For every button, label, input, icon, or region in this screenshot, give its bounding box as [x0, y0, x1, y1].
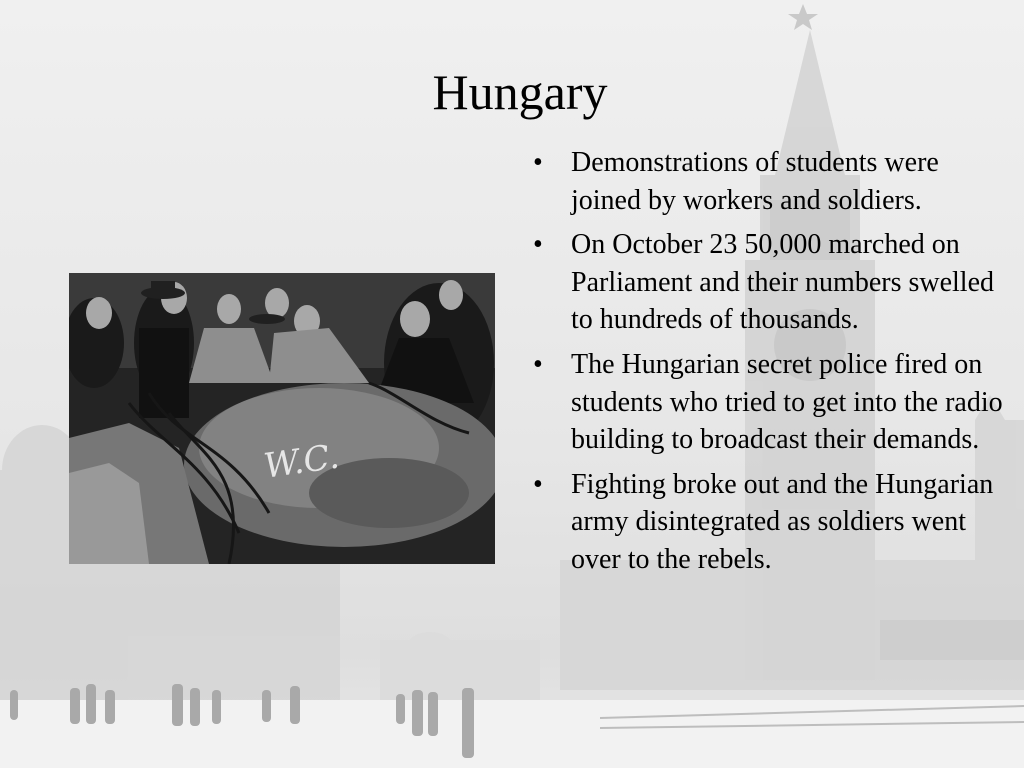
star-icon	[788, 4, 818, 30]
bullet-icon: •	[533, 147, 543, 178]
bullet-item	[533, 466, 1003, 579]
bullet-icon: •	[533, 348, 543, 380]
bullet-text: The Hungarian secret police fired on students who tried to get into the radio building to broadcast their demands.	[571, 348, 1003, 456]
bullet-text: On October 23 50,000 marched on Parliament and their numbers swelled to hundreds of thousands.	[571, 229, 994, 336]
slide-title: Hungary	[432, 64, 608, 120]
bullet-icon: •	[533, 468, 543, 500]
bullet-icon: •	[533, 229, 543, 261]
statue-photo	[69, 273, 495, 564]
statue-scrawl: W.C.	[261, 436, 342, 487]
bullet-item	[533, 144, 1003, 219]
bullet-item	[533, 226, 1003, 339]
bullet-text: Fighting broke out and the Hungarian army disintegrated as soldiers went over to the rebels.	[571, 468, 994, 575]
bullet-item	[533, 346, 1003, 459]
bullet-text: Demonstrations of students were joined by workers and soldiers.	[571, 147, 939, 216]
bullet-list	[533, 144, 1003, 586]
